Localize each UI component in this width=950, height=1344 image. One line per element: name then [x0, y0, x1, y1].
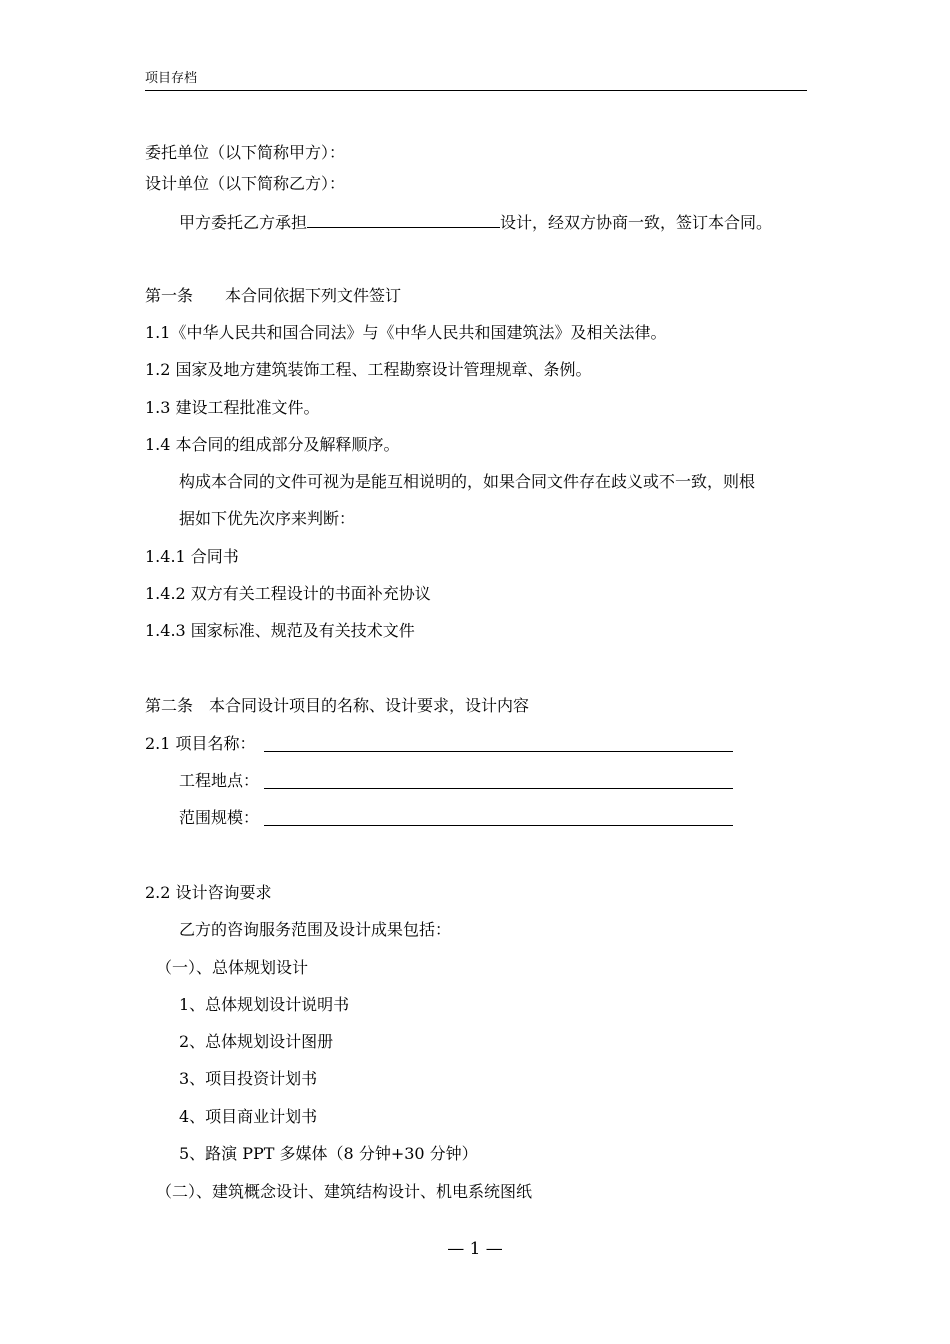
article1-item: 1.3 建设工程批准文件。: [145, 398, 320, 417]
deliverable-item: 3、项目投资计划书: [179, 1069, 318, 1088]
client-line: 委托单位（以下简称甲方）：: [145, 143, 346, 162]
section2-heading: （二）、建筑概念设计、建筑结构设计、机电系统图纸: [156, 1182, 533, 1201]
deliverable-item: 5、路演 PPT 多媒体（8 分钟+30 分钟）: [179, 1144, 478, 1163]
article2-title: 第二条 本合同设计项目的名称、设计要求，设计内容: [145, 696, 530, 715]
deliverable-item: 4、项目商业计划书: [179, 1107, 318, 1126]
precedence-item: 1.4.3 国家标准、规范及有关技术文件: [145, 621, 415, 640]
scale-label: 范围规模：: [179, 808, 260, 827]
project-name-label: 2.1 项目名称：: [145, 734, 256, 753]
precedence-item: 1.4.1 合同书: [145, 547, 239, 566]
section1-heading: （一）、总体规划设计: [156, 958, 309, 977]
deliverable-item: 2、总体规划设计图册: [179, 1032, 334, 1051]
precedence-paragraph-line2: 据如下优先次序来判断：: [179, 509, 356, 528]
entrust-line: [179, 209, 772, 235]
article1-title: 第一条 本合同依据下列文件签订: [145, 286, 402, 305]
scale-field[interactable]: [264, 825, 733, 826]
entrust-prefix: 甲方委托乙方承担: [179, 213, 308, 232]
header-title: 项目存档: [145, 71, 198, 86]
project-name-field[interactable]: [264, 751, 733, 752]
deliverable-item: 1、总体规划设计说明书: [179, 995, 350, 1014]
precedence-item: 1.4.2 双方有关工程设计的书面补充协议: [145, 584, 431, 603]
designer-line: 设计单位（以下简称乙方）：: [145, 174, 346, 193]
article1-item: 1.2 国家及地方建筑装饰工程、工程勘察设计管理规章、条例。: [145, 360, 592, 379]
article1-item: 1.1《中华人民共和国合同法》与《中华人民共和国建筑法》及相关法律。: [145, 323, 667, 342]
precedence-paragraph-line1: 构成本合同的文件可视为是能互相说明的，如果合同文件存在歧义或不一致，则根: [179, 472, 756, 491]
location-field[interactable]: [264, 788, 733, 789]
location-label: 工程地点：: [179, 771, 260, 790]
entrust-suffix: 设计，经双方协商一致，签订本合同。: [500, 213, 773, 232]
page-header: [145, 70, 807, 91]
article1-item: 1.4 本合同的组成部分及解释顺序。: [145, 435, 400, 454]
page-number: — 1 —: [447, 1239, 503, 1259]
consult-title: 2.2 设计咨询要求: [145, 883, 272, 902]
entrust-project-blank[interactable]: [307, 209, 500, 228]
consult-intro: 乙方的咨询服务范围及设计成果包括：: [179, 920, 452, 939]
